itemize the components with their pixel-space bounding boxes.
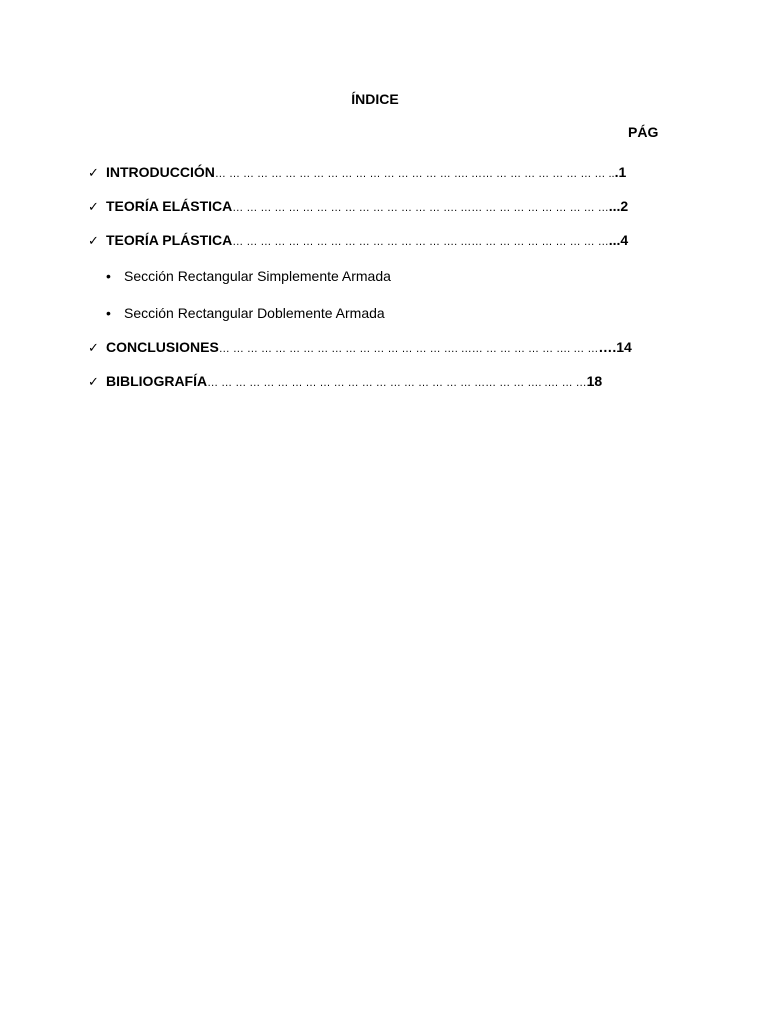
toc-entry-label: BIBLIOGRAFÍA (106, 373, 208, 389)
toc-entry-label: TEORÍA PLÁSTICA (106, 232, 233, 248)
toc-entry-introduccion (88, 162, 648, 182)
toc-entry-bibliografia (88, 371, 648, 391)
toc-entry-page: ….14 (598, 339, 632, 355)
toc-leader-dots: … … … … … … … … … … … … … … … … …. …… … … … … … …. … … (218, 343, 599, 355)
check-icon: ✓ (88, 340, 99, 355)
toc-entry-label: CONCLUSIONES (106, 339, 219, 355)
toc-subitem-doblemente-armada (106, 303, 385, 323)
toc-leader-dots: … … … … … … … … … … … … … … … … … …. …… … … … … … … … … .. (214, 168, 615, 180)
toc-leader-dots: … … … … … … … … … … … … … … … …. …… … … … … … … … … … (232, 236, 609, 248)
toc-leader-dots: … … … … … … … … … … … … … … … … … … … …… … … …. .… … … (207, 377, 587, 389)
toc-entry-label: TEORÍA ELÁSTICA (106, 198, 233, 214)
toc-entry-page: ...4 (608, 232, 629, 248)
check-icon: ✓ (88, 199, 99, 214)
toc-entry-page: ...2 (608, 198, 629, 214)
toc-entry-label: INTRODUCCIÓN (106, 164, 215, 180)
toc-entry-teoria-plastica (88, 230, 648, 250)
toc-subitem-label: Sección Rectangular Simplemente Armada (124, 268, 391, 284)
check-icon: ✓ (88, 374, 99, 389)
bullet-icon: • (106, 305, 111, 321)
toc-subitem-simplemente-armada (106, 266, 391, 286)
bullet-icon: • (106, 268, 111, 284)
toc-leader-dots: … … … … … … … … … … … … … … … …. …… … … … … … … … … … (232, 202, 609, 214)
check-icon: ✓ (88, 233, 99, 248)
toc-subitem-label: Sección Rectangular Doblemente Armada (124, 305, 385, 321)
toc-entry-conclusiones (88, 337, 648, 357)
toc-entry-teoria-elastica (88, 196, 648, 216)
toc-entry-page: .1 (614, 164, 627, 180)
index-title: ÍNDICE (351, 91, 399, 107)
check-icon: ✓ (88, 165, 99, 180)
page-column-header: PÁG (628, 124, 659, 140)
toc-entry-page: 18 (586, 373, 603, 389)
